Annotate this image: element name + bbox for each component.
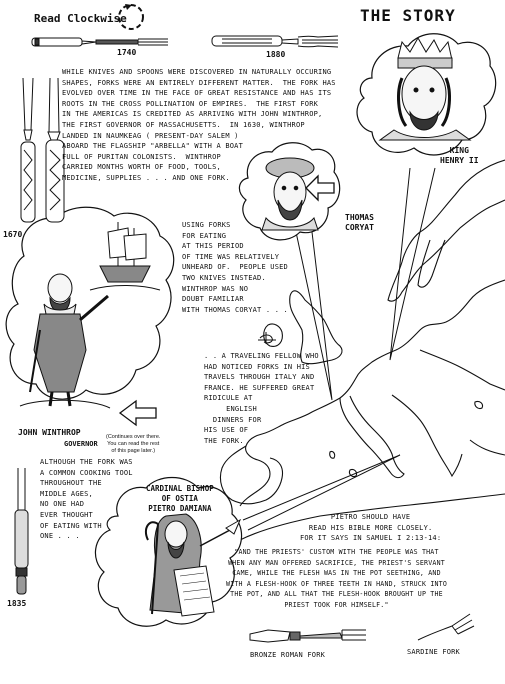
year-1880-label: 1880 bbox=[266, 50, 286, 59]
governor-caption: GOVERNOR bbox=[64, 440, 98, 448]
year-1835-label: 1835 bbox=[7, 599, 27, 608]
bronze-roman-fork-label: BRONZE ROMAN FORK bbox=[250, 651, 326, 659]
outline-arrow-icon bbox=[120, 401, 156, 425]
page-title: THE STORY bbox=[360, 6, 456, 25]
pietro-intro-paragraph: PIETRO SHOULD HAVE READ HIS BIBLE MORE CLOSELY. FOR IT SAYS IN SAMUEL I 2:13-14: bbox=[300, 513, 442, 543]
intro-paragraph: WHILE KNIVES AND SPOONS WERE DISCOVERED IN NATURALLY OCCURING SHAPES, FORKS WERE AN ENTIRELY DIFFERENT MATTER. THE FORK HAS EVOLVED OVER TIME IN THE FACE OF GREAT RESISTANCE AND HAS ITS ROOTS IN THE CROSS POLLINATION OF EMPIRES. THE FIRST FORK IN THE AMERICAS IS CREDITED AS ARRIVING WITH JOHN WINTHROP, THE FIRST GOVERNOR OF MASSACHUSETTS. IN 1630, WINTHROP LANDED IN NAUMKEAG ( PRESENT-DAY SALEM ) ABOARD THE FLAGSHIP "ARBELLA" WITH A BOAT FULL OF PURITAN COLONISTS. WINTHROP CARRIED MONTHS WORTH OF FOOD, TOOLS, MEDICINE, SUPPLIES . . . AND ONE FORK. bbox=[62, 68, 336, 182]
thomas-coryat-caption: THOMAS CORYAT bbox=[345, 213, 374, 232]
cooking-tool-paragraph: ALTHOUGH THE FORK WAS A COMMON COOKING TOOL THROUGHOUT THE MIDDLE AGES, NO ONE HAD EVER THOUGHT OF EATING WITH ONE . . . bbox=[40, 458, 133, 541]
fork-1880-illustration bbox=[212, 36, 338, 47]
sardine-fork-label: SARDINE FORK bbox=[407, 648, 460, 656]
king-henry-caption: KING HENRY II bbox=[440, 146, 479, 165]
fork-1835-illustration bbox=[15, 468, 28, 594]
year-1670-label: 1670 bbox=[3, 230, 23, 239]
samuel-quote-paragraph: "AND THE PRIESTS' CUSTOM WITH THE PEOPLE WAS THAT WHEN ANY MAN OFFERED SACRIFICE, THE PRIEST'S SERVANT CAME, WHILE THE FLESH WAS IN THE POT SEETHING, AND WITH A FLESH-HOOK OF THREE TEETH IN HAND, STRUCK INTO THE POT, AND ALL THAT THE FLESH-HOOK BROUGHT UP THE PRIEST TOOK FOR HIMSELF." bbox=[226, 548, 447, 609]
continue-note: (Continues over there. You can read the rest of this page later.) bbox=[106, 434, 161, 454]
pietro-damiana-caption: CARDINAL BISHOP OF OSTIA PIETRO DAMIANA bbox=[146, 484, 214, 513]
bronze-roman-fork-illustration bbox=[250, 630, 366, 642]
fork-1670-illustration bbox=[21, 78, 64, 222]
read-clockwise-label: Read Clockwise bbox=[34, 12, 127, 25]
sardine-fork-illustration bbox=[418, 614, 474, 640]
john-winthrop-caption: JOHN WINTHROP bbox=[18, 428, 81, 437]
traveling-fellow-paragraph: . . A TRAVELING FELLOW WHO HAD NOTICED FORKS IN HIS TRAVELS THROUGH ITALY AND FRANCE. HE SUFFERED GREAT RIDICULE AT ENGLISH DINNERS FOR HIS USE OF THE FORK. bbox=[204, 352, 319, 445]
forks-eating-paragraph: USING FORKS FOR EATING AT THIS PERIOD OF TIME WAS RELATIVELY UNHEARD OF. PEOPLE USED TWO KNIVES INSTEAD. WINTHROP WAS NO DOUBT FAMILIAR WITH THOMAS CORYAT . . . bbox=[182, 221, 288, 314]
signature-flourish-icon bbox=[258, 332, 276, 344]
year-1740-label: 1740 bbox=[117, 48, 137, 57]
fork-1740-illustration bbox=[32, 38, 168, 46]
